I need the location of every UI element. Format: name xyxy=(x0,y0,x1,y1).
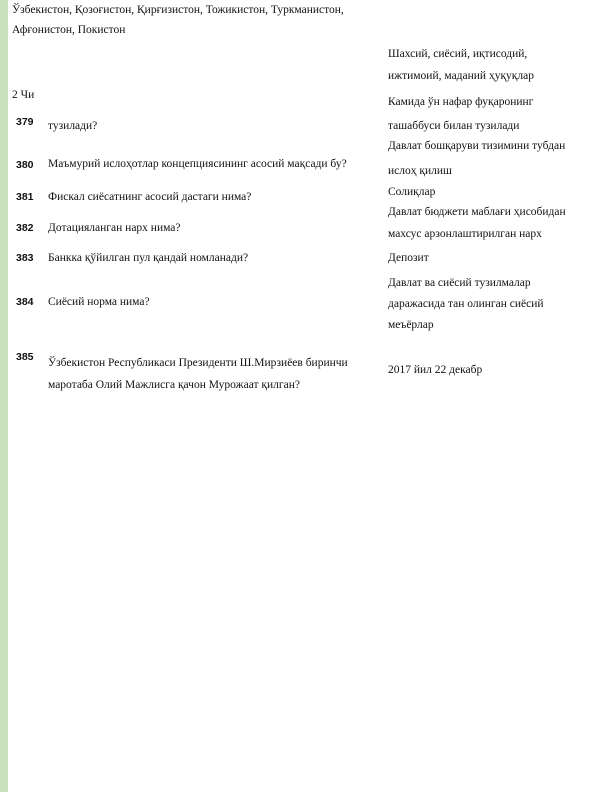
question-text: Банкка қўйилган пул қандай номланади? xyxy=(48,252,249,264)
answer-text: Депозит xyxy=(388,252,429,264)
row-number: 379 xyxy=(16,116,34,128)
row-number: 381 xyxy=(16,191,34,203)
left-margin-strip xyxy=(0,0,8,792)
top-answer-line-3: Камида ўн нафар фуқаронинг xyxy=(388,96,534,108)
question-text: Ўзбекистон Республикаси Президенти Ш.Мирзиёев биринчи xyxy=(48,357,348,369)
answer-text: махсус арзонлаштирилган нарх xyxy=(388,228,542,240)
answer-text: Давлат бюджети маблағи ҳисобидан xyxy=(388,206,566,218)
question-text: Сиёсий норма нима? xyxy=(48,296,150,308)
row-number: 385 xyxy=(16,351,34,363)
question-text: Дотацияланган нарх нима? xyxy=(48,222,181,234)
row-number: 383 xyxy=(16,252,34,264)
countries-line-2: Афғонистон, Покистон xyxy=(12,24,126,36)
answer-text: Давлат бошқаруви тизимини тубдан xyxy=(388,140,566,152)
answer-text: ташаббуси билан тузилади xyxy=(388,120,520,132)
answer-text: Давлат ва сиёсий тузилмалар xyxy=(388,277,531,289)
question-text: тузилади? xyxy=(48,120,98,132)
question-text: Маъмурий ислоҳотлар концепциясининг асосий мақсади бу? xyxy=(48,158,347,170)
countries-line-1: Ўзбекистон, Қозоғистон, Қирғизистон, Тожикистон, Туркманистон, xyxy=(12,4,344,16)
top-answer-line-2: ижтимоий, маданий ҳуқуқлар xyxy=(388,70,534,82)
row-number: 380 xyxy=(16,159,34,171)
fragment-left: 2 Чи xyxy=(12,89,35,101)
answer-text: 2017 йил 22 декабр xyxy=(388,364,483,376)
answer-text: ислоҳ қилиш xyxy=(388,165,452,177)
answer-text: меъёрлар xyxy=(388,319,434,331)
row-number: 384 xyxy=(16,296,34,308)
question-text: маротаба Олий Мажлисга қачон Мурожаат қилган? xyxy=(48,379,300,391)
answer-text: Солиқлар xyxy=(388,186,436,198)
answer-text: даражасида тан олинган сиёсий xyxy=(388,298,544,310)
question-text: Фискал сиёсатнинг асосий дастаги нима? xyxy=(48,191,252,203)
row-number: 382 xyxy=(16,222,34,234)
top-answer-line-1: Шахсий, сиёсий, иқтисодий, xyxy=(388,48,528,60)
